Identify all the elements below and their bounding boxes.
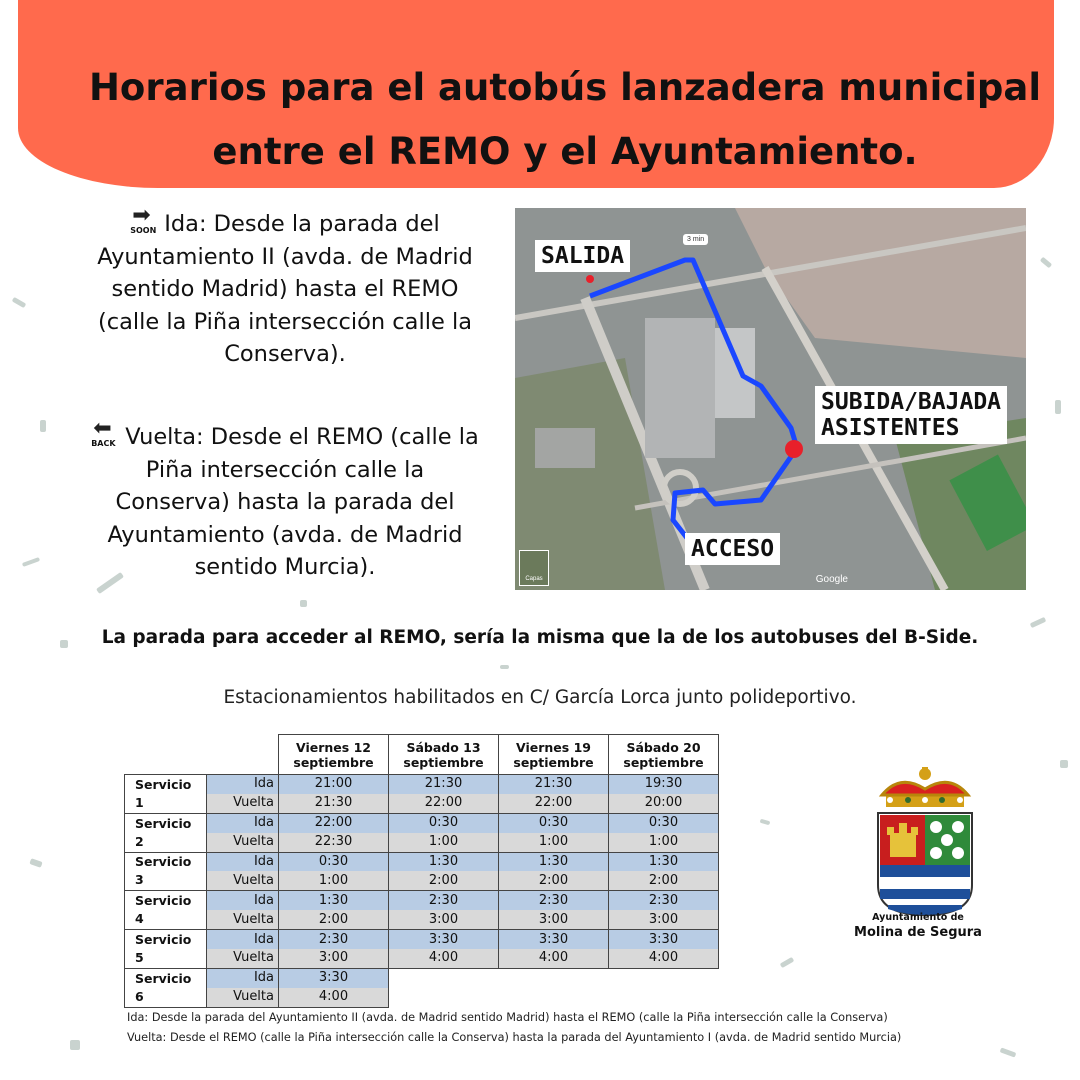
direction-label: Ida [207,891,279,910]
arrow-right-soon-icon: ➡ SOON [130,202,157,235]
stop-note: La parada para acceder al REMO, sería la misma que la de los autobuses del B-Side. [101,627,979,648]
time-cell: 21:00 [279,775,389,794]
map-label-access: ACCESO [685,533,780,565]
map-attribution: Google [815,574,848,585]
return-line-1: ⬅ BACK Vuelta: Desde el REMO (calle la [91,415,479,450]
page-title [60,56,1070,184]
service-label: Servicio 3 [125,852,207,891]
direction-label: Ida [207,968,279,987]
return-line-3: Conserva) hasta la parada del [115,489,455,515]
outbound-line-1: ➡ SOON Ida: Desde la parada del [130,202,440,237]
title-line-1: Horarios para el autobús lanzadera municipal [88,66,1042,109]
empty-cell [499,968,609,987]
service-label: Servicio 1 [125,775,207,814]
table-row [125,968,719,987]
day-header-2: Sábado 13 septiembre [389,735,499,775]
time-cell: 3:30 [609,930,719,949]
time-cell: 3:00 [389,910,499,929]
direction-label: Vuelta [207,871,279,890]
time-cell: 2:30 [609,891,719,910]
schedule-header-row [125,735,719,775]
header-blank [207,735,279,775]
table-row [125,794,719,813]
outbound-line-3: sentido Madrid) hasta el REMO [111,276,459,302]
time-cell: 3:00 [279,949,389,968]
time-cell: 20:00 [609,794,719,813]
time-cell: 1:00 [499,833,609,852]
map-label-boarding: SUBIDA/BAJADA ASISTENTES [815,386,1007,444]
table-row [125,833,719,852]
time-cell: 1:30 [279,891,389,910]
table-row [125,813,719,832]
empty-cell [389,968,499,987]
parking-note: Estacionamientos habilitados en C/ García Lorca junto polideportivo. [223,687,857,708]
empty-cell [609,968,719,987]
table-row [125,871,719,890]
route-map[interactable] [515,208,1026,590]
municipality-caption-line-2: Molina de Segura [854,925,982,940]
time-cell: 4:00 [279,988,389,1007]
time-cell: 1:30 [609,852,719,871]
footnote-return: Vuelta: Desde el REMO (calle la Piña intersección calle la Conserva) hasta la parada del Ayuntamiento I (avda. de Madrid sentido Murcia) [127,1031,902,1044]
time-cell: 22:30 [279,833,389,852]
direction-label: Vuelta [207,910,279,929]
time-cell: 1:30 [389,852,499,871]
time-cell: 2:30 [279,930,389,949]
time-cell: 4:00 [389,949,499,968]
schedule-footnotes [127,1008,1007,1048]
time-cell: 0:30 [609,813,719,832]
time-cell: 3:00 [609,910,719,929]
time-cell: 2:30 [499,891,609,910]
time-cell: 3:30 [279,968,389,987]
schedule-table [124,734,719,1008]
table-row [125,775,719,794]
time-cell: 2:30 [389,891,499,910]
time-cell: 0:30 [279,852,389,871]
table-row [125,930,719,949]
return-description [80,415,490,584]
footnote-outbound: Ida: Desde la parada del Ayuntamiento II (avda. de Madrid sentido Madrid) hasta el REMO (calle la Piña intersección calle la Conserva) [127,1011,888,1024]
service-label: Servicio 5 [125,930,207,969]
return-line-5: sentido Murcia). [194,554,376,580]
empty-cell [609,988,719,1007]
time-cell: 0:30 [389,813,499,832]
empty-cell [499,988,609,1007]
time-cell: 2:00 [499,871,609,890]
direction-label: Vuelta [207,949,279,968]
service-label: Servicio 4 [125,891,207,930]
time-cell: 4:00 [609,949,719,968]
direction-label: Vuelta [207,988,279,1007]
service-label: Servicio 2 [125,813,207,852]
table-row [125,891,719,910]
direction-label: Ida [207,930,279,949]
return-line-4: Ayuntamiento (avda. de Madrid [107,521,463,548]
map-label-departure: SALIDA [535,240,630,272]
return-line-2: Piña intersección calle la [145,456,425,483]
time-cell: 3:30 [499,930,609,949]
outbound-description [80,202,490,371]
table-row [125,910,719,929]
direction-label: Ida [207,813,279,832]
service-label: Servicio 6 [125,968,207,1007]
day-header-3: Viernes 19 septiembre [499,735,609,775]
day-header-4: Sábado 20 septiembre [609,735,719,775]
outbound-line-4: (calle la Piña intersección calle la [97,308,472,335]
table-row [125,852,719,871]
municipality-caption [838,912,998,941]
time-cell: 22:00 [499,794,609,813]
time-cell: 1:00 [389,833,499,852]
time-cell: 2:00 [609,871,719,890]
time-cell: 3:00 [499,910,609,929]
time-cell: 21:30 [279,794,389,813]
time-cell: 1:00 [279,871,389,890]
direction-label: Vuelta [207,794,279,813]
time-cell: 3:30 [389,930,499,949]
municipality-caption-line-1: Ayuntamiento de [872,912,964,923]
time-cell: 22:00 [389,794,499,813]
travel-time-chip: 3 min [683,234,708,245]
outbound-line-5: Conserva). [224,341,346,367]
direction-label: Ida [207,775,279,794]
time-cell: 4:00 [499,949,609,968]
time-cell: 2:00 [389,871,499,890]
time-cell: 0:30 [499,813,609,832]
table-row [125,988,719,1007]
time-cell: 1:30 [499,852,609,871]
time-cell: 21:30 [389,775,499,794]
title-line-2: entre el REMO y el Ayuntamiento. [212,130,918,173]
time-cell: 19:30 [609,775,719,794]
day-header-1: Viernes 12 septiembre [279,735,389,775]
time-cell: 2:00 [279,910,389,929]
time-cell: 21:30 [499,775,609,794]
outbound-line-2: Ayuntamiento II (avda. de Madrid [97,243,473,270]
arrow-left-back-icon: ⬅ BACK [91,415,116,448]
direction-label: Ida [207,852,279,871]
direction-label: Vuelta [207,833,279,852]
table-row [125,949,719,968]
empty-cell [389,988,499,1007]
time-cell: 22:00 [279,813,389,832]
map-layers-button[interactable]: Capas [519,550,549,586]
header-blank [125,735,207,775]
time-cell: 1:00 [609,833,719,852]
